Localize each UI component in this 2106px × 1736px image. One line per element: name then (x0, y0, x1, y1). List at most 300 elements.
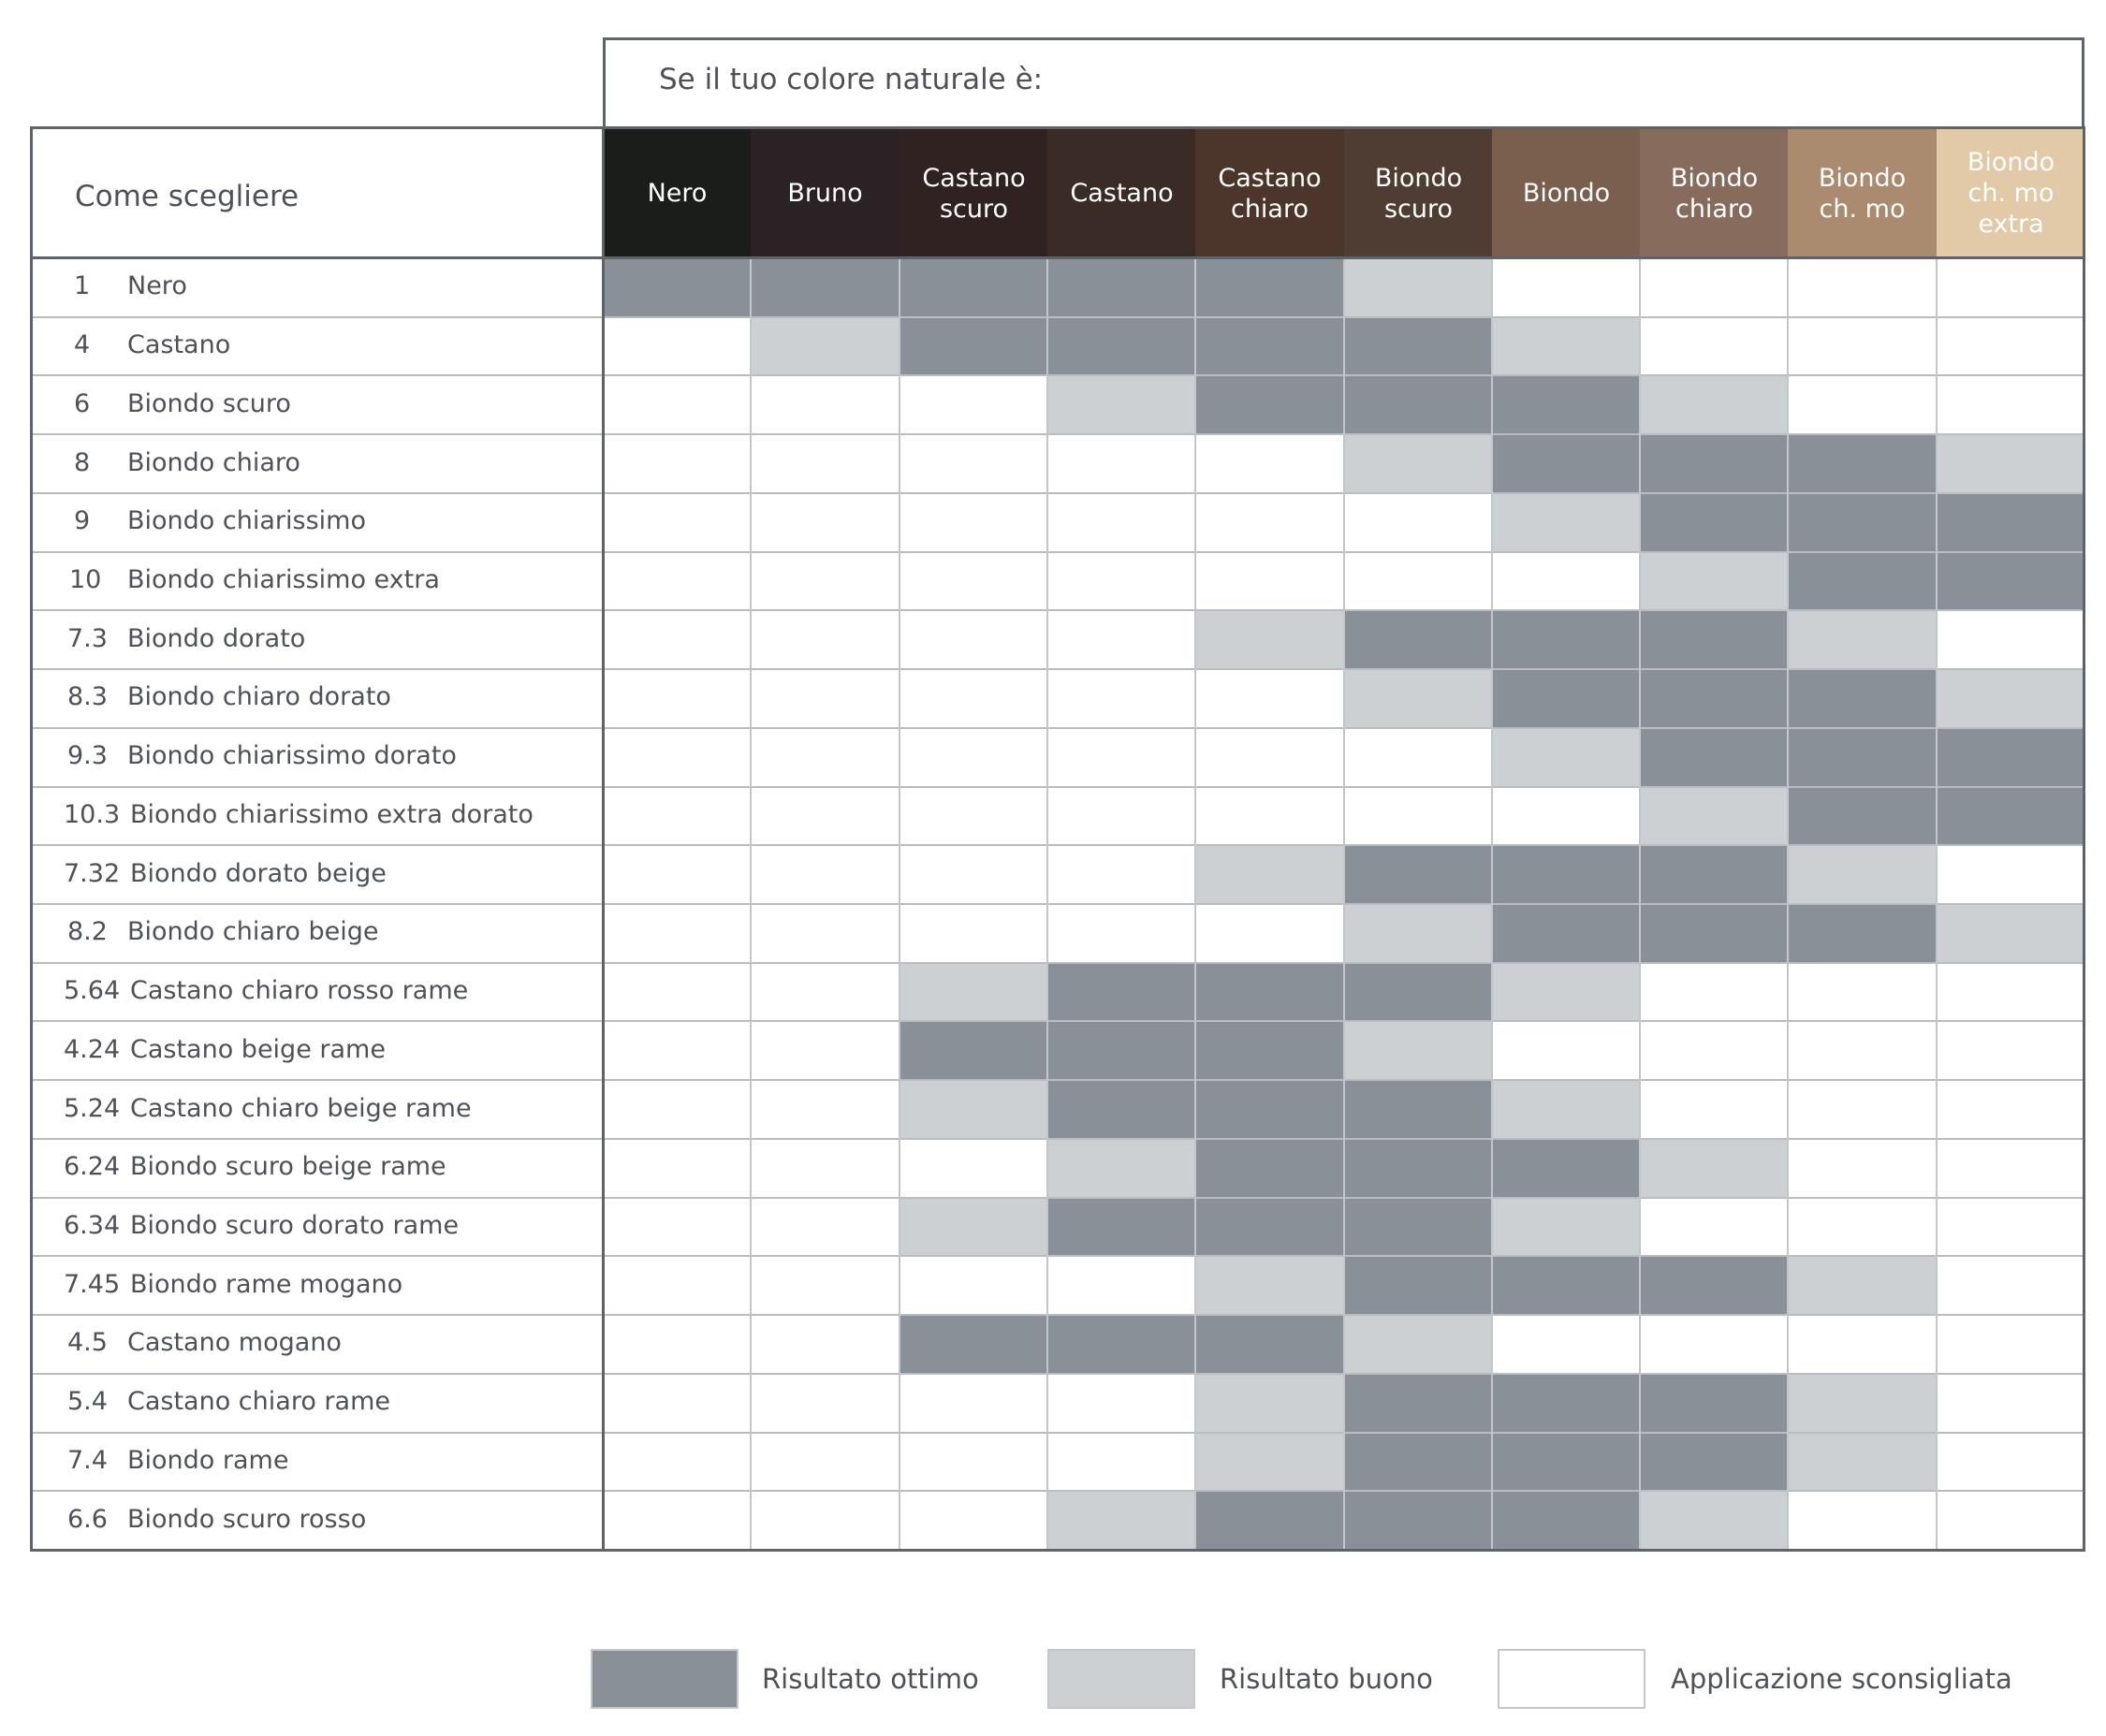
rating-cell (1492, 728, 1641, 788)
rating-cell (1640, 1021, 1789, 1081)
rating-cell (1937, 1080, 2085, 1140)
rating-cell (1344, 1491, 1493, 1551)
row-divider (30, 1255, 2084, 1257)
rating-cell (603, 434, 752, 494)
rating-cell (1047, 1374, 1196, 1434)
rating-cell (1640, 1198, 1789, 1258)
row-code: 4 (74, 330, 91, 359)
column-header: Bruno (751, 128, 899, 258)
rating-cell (899, 963, 1048, 1023)
row-divider (30, 316, 2084, 318)
rating-cell (1937, 1256, 2085, 1316)
rating-cell (1937, 1491, 2085, 1551)
rating-cell (1640, 493, 1789, 553)
rating-cell (1788, 1139, 1937, 1199)
rating-cell (1937, 434, 2085, 494)
rating-cell (1195, 610, 1344, 670)
rating-cell (603, 1080, 752, 1140)
rating-cell (751, 845, 899, 905)
rating-cell (751, 258, 899, 318)
rating-cell (751, 375, 899, 435)
column-divider (750, 258, 752, 1550)
rating-cell (1640, 317, 1789, 377)
rating-cell (1047, 552, 1196, 612)
rating-cell (603, 1198, 752, 1258)
row-name: Biondo scuro rosso (127, 1505, 367, 1534)
rating-cell (1640, 787, 1789, 847)
rating-cell (1195, 434, 1344, 494)
frame-right (2083, 126, 2085, 1552)
rating-cell (1937, 552, 2085, 612)
rating-cell (1047, 1198, 1196, 1258)
rating-cell (1788, 1491, 1937, 1551)
rating-cell (1937, 728, 2085, 788)
rating-cell (1195, 1433, 1344, 1493)
frame-label-divider (602, 126, 605, 1552)
column-divider (1194, 258, 1196, 1550)
rating-cell (1344, 434, 1493, 494)
rating-cell (751, 1315, 899, 1375)
rating-cell (1640, 1080, 1789, 1140)
rating-cell (751, 904, 899, 964)
rating-cell (1937, 1374, 2085, 1434)
rating-cell (1788, 963, 1937, 1023)
rating-cell (751, 610, 899, 670)
rating-cell (1047, 1080, 1196, 1140)
rating-cell (1640, 1433, 1789, 1493)
rating-cell (1937, 258, 2085, 318)
rating-cell (603, 317, 752, 377)
rating-cell (603, 904, 752, 964)
column-header: Nero (603, 128, 752, 258)
rating-cell (1640, 1256, 1789, 1316)
rating-cell (603, 1021, 752, 1081)
rating-cell (603, 1256, 752, 1316)
row-divider (30, 786, 2084, 788)
rating-cell (1937, 669, 2085, 729)
rating-cell (1788, 845, 1937, 905)
row-divider (30, 551, 2084, 553)
rating-cell (899, 493, 1048, 553)
rating-cell (603, 1315, 752, 1375)
column-header: Biondo scuro (1344, 128, 1493, 258)
rating-cell (1788, 1315, 1937, 1375)
rating-cell (1195, 1315, 1344, 1375)
row-name: Nero (127, 271, 187, 300)
row-name: Biondo dorato beige (130, 859, 387, 888)
row-code: 6.24 (64, 1152, 121, 1181)
row-name: Biondo scuro beige rame (130, 1152, 446, 1181)
rating-cell (899, 1256, 1048, 1316)
rating-cell (1937, 1139, 2085, 1199)
rating-cell (1492, 787, 1641, 847)
rating-cell (1640, 552, 1789, 612)
rating-cell (899, 845, 1048, 905)
rating-cell (1344, 258, 1493, 318)
row-header-label: Come scegliere (75, 180, 300, 213)
row-divider (30, 374, 2084, 376)
rating-cell (603, 845, 752, 905)
rating-cell (1047, 375, 1196, 435)
rating-cell (1195, 963, 1344, 1023)
rating-cell (1492, 1080, 1641, 1140)
row-name: Biondo chiaro (127, 448, 300, 477)
rating-cell (1640, 1315, 1789, 1375)
row-code: 5.64 (64, 976, 121, 1005)
frame-bottom (30, 1549, 2084, 1552)
row-divider (30, 1079, 2084, 1081)
rating-cell (1788, 1021, 1937, 1081)
rating-cell (1937, 963, 2085, 1023)
row-name: Biondo chiarissimo extra dorato (130, 800, 534, 829)
rating-cell (603, 1433, 752, 1493)
rating-cell (1492, 904, 1641, 964)
rating-cell (751, 1256, 899, 1316)
rating-cell (1492, 317, 1641, 377)
row-divider (30, 1020, 2084, 1022)
rating-cell (1047, 434, 1196, 494)
column-divider (1936, 258, 1938, 1550)
frame-top (30, 126, 2084, 129)
row-divider (30, 492, 2084, 494)
rating-cell (899, 1433, 1048, 1493)
rating-cell (1344, 1256, 1493, 1316)
row-code: 8 (74, 448, 91, 477)
rating-cell (1047, 963, 1196, 1023)
rating-cell (1640, 1491, 1789, 1551)
rating-cell (751, 1374, 899, 1434)
rating-cell (603, 610, 752, 670)
rating-cell (899, 1491, 1048, 1551)
rating-cell (899, 552, 1048, 612)
rating-cell (1344, 1080, 1493, 1140)
row-code: 7.32 (64, 859, 121, 888)
rating-cell (1788, 375, 1937, 435)
row-name: Castano beige rame (130, 1035, 386, 1064)
rating-cell (1788, 317, 1937, 377)
row-divider (30, 844, 2084, 846)
column-header: Biondo ch. mo (1788, 128, 1937, 258)
row-divider (30, 1490, 2084, 1492)
column-divider (1787, 258, 1789, 1550)
rating-cell (1788, 552, 1937, 612)
rating-cell (1788, 1433, 1937, 1493)
row-name: Biondo chiarissimo extra (127, 565, 440, 594)
rating-cell (899, 1080, 1048, 1140)
rating-cell (1047, 1433, 1196, 1493)
rating-cell (1047, 317, 1196, 377)
row-divider (30, 903, 2084, 905)
rating-cell (1047, 1315, 1196, 1375)
column-divider (1343, 258, 1345, 1550)
rating-cell (1195, 904, 1344, 964)
rating-cell (751, 434, 899, 494)
row-name: Biondo chiarissimo dorato (127, 741, 457, 770)
rating-cell (899, 375, 1048, 435)
rating-cell (751, 669, 899, 729)
rating-cell (603, 728, 752, 788)
row-code: 7.45 (64, 1270, 121, 1299)
rating-cell (1788, 904, 1937, 964)
rating-cell (1047, 669, 1196, 729)
rating-cell (1047, 845, 1196, 905)
rating-cell (1788, 1080, 1937, 1140)
rating-cell (1640, 669, 1789, 729)
row-code: 1 (74, 271, 91, 300)
rating-cell (1492, 1433, 1641, 1493)
rating-cell (1344, 1433, 1493, 1493)
frame-header-bottom (30, 256, 2084, 259)
row-divider (30, 962, 2084, 964)
rating-cell (1195, 728, 1344, 788)
rating-cell (1937, 1021, 2085, 1081)
legend-label: Applicazione sconsigliata (1671, 1663, 2012, 1695)
rating-cell (1195, 845, 1344, 905)
rating-cell (1492, 610, 1641, 670)
rating-cell (899, 317, 1048, 377)
rating-cell (1492, 963, 1641, 1023)
rating-cell (751, 1491, 899, 1551)
rating-cell (1195, 493, 1344, 553)
rating-cell (1344, 787, 1493, 847)
rating-cell (751, 552, 899, 612)
rating-cell (751, 1433, 899, 1493)
rating-cell (1492, 1491, 1641, 1551)
column-header: Biondo chiaro (1640, 128, 1789, 258)
row-divider (30, 609, 2084, 611)
rating-cell (1937, 493, 2085, 553)
rating-cell (899, 787, 1048, 847)
rating-cell (1937, 845, 2085, 905)
rating-cell (1640, 610, 1789, 670)
row-divider (30, 1197, 2084, 1199)
row-code: 8.3 (67, 682, 108, 711)
rating-cell (1937, 1315, 2085, 1375)
row-name: Biondo scuro dorato rame (130, 1211, 460, 1240)
rating-cell (1492, 258, 1641, 318)
column-divider (899, 258, 900, 1550)
rating-cell (1937, 1433, 2085, 1493)
rating-cell (1047, 728, 1196, 788)
rating-cell (751, 1021, 899, 1081)
row-divider (30, 1432, 2084, 1434)
rating-cell (1640, 375, 1789, 435)
rating-cell (1344, 904, 1493, 964)
rating-cell (1344, 728, 1493, 788)
rating-cell (1195, 1256, 1344, 1316)
row-name: Castano (127, 330, 231, 359)
rating-cell (899, 1198, 1048, 1258)
row-code: 10.3 (64, 800, 121, 829)
rating-cell (1788, 787, 1937, 847)
column-header: Castano (1047, 128, 1196, 258)
rating-cell (603, 1374, 752, 1434)
legend-label: Risultato ottimo (762, 1663, 979, 1695)
rating-cell (1195, 1021, 1344, 1081)
row-code: 6.34 (64, 1211, 121, 1240)
rating-cell (1047, 610, 1196, 670)
rating-cell (1344, 1374, 1493, 1434)
rating-cell (1640, 1139, 1789, 1199)
column-header: Biondo (1492, 128, 1641, 258)
rating-cell (1492, 1315, 1641, 1375)
rating-cell (1788, 669, 1937, 729)
row-code: 6.6 (67, 1505, 108, 1534)
rating-cell (1788, 610, 1937, 670)
rating-cell (1937, 317, 2085, 377)
rating-cell (1492, 1021, 1641, 1081)
rating-cell (1344, 375, 1493, 435)
row-code: 7.4 (67, 1446, 108, 1475)
rating-cell (1492, 1198, 1641, 1258)
rating-cell (1344, 610, 1493, 670)
rating-cell (1492, 845, 1641, 905)
row-divider (30, 727, 2084, 729)
row-name: Biondo rame mogano (130, 1270, 403, 1299)
rating-cell (1937, 904, 2085, 964)
rating-cell (899, 434, 1048, 494)
rating-cell (1344, 493, 1493, 553)
row-code: 8.2 (67, 917, 108, 946)
rating-cell (1195, 317, 1344, 377)
rating-cell (1047, 1491, 1196, 1551)
rating-cell (1344, 1021, 1493, 1081)
rating-cell (1047, 1139, 1196, 1199)
rating-cell (899, 258, 1048, 318)
rating-cell (899, 669, 1048, 729)
rating-cell (1047, 1256, 1196, 1316)
rating-cell (603, 1491, 752, 1551)
rating-cell (603, 963, 752, 1023)
rating-cell (1195, 669, 1344, 729)
rating-cell (899, 728, 1048, 788)
row-divider (30, 668, 2084, 670)
legend-swatch (1047, 1649, 1195, 1709)
column-header: Biondo ch. mo extra (1937, 128, 2085, 258)
column-header: Castano chiaro (1195, 128, 1344, 258)
rating-cell (1195, 552, 1344, 612)
rating-cell (899, 904, 1048, 964)
rating-cell (751, 787, 899, 847)
rating-cell (1195, 787, 1344, 847)
rating-cell (1344, 552, 1493, 612)
rating-cell (1492, 669, 1641, 729)
rating-cell (1640, 434, 1789, 494)
rating-cell (899, 610, 1048, 670)
rating-cell (1788, 258, 1937, 318)
rating-cell (751, 1198, 899, 1258)
row-name: Biondo dorato (127, 624, 306, 653)
chart-title: Se il tuo colore naturale è: (659, 63, 1044, 96)
rating-cell (1195, 1080, 1344, 1140)
rating-cell (1344, 1139, 1493, 1199)
row-divider (30, 433, 2084, 435)
rating-cell (899, 1021, 1048, 1081)
rating-cell (1195, 258, 1344, 318)
rating-cell (1937, 375, 2085, 435)
rating-cell (1047, 1021, 1196, 1081)
row-divider (30, 1314, 2084, 1316)
row-name: Biondo chiaro dorato (127, 682, 391, 711)
rating-cell (751, 963, 899, 1023)
rating-cell (751, 1139, 899, 1199)
rating-cell (1047, 493, 1196, 553)
row-name: Biondo chiaro beige (127, 917, 379, 946)
rating-cell (1492, 493, 1641, 553)
rating-cell (1344, 317, 1493, 377)
rating-cell (603, 258, 752, 318)
rating-cell (1788, 1198, 1937, 1258)
rating-cell (1937, 610, 2085, 670)
rating-cell (603, 552, 752, 612)
rating-cell (751, 317, 899, 377)
rating-cell (751, 1080, 899, 1140)
column-header: Castano scuro (899, 128, 1048, 258)
rating-cell (899, 1139, 1048, 1199)
rating-cell (1788, 1374, 1937, 1434)
rating-cell (1195, 1491, 1344, 1551)
rating-cell (1492, 375, 1641, 435)
row-code: 6 (74, 389, 91, 418)
row-code: 9 (74, 506, 91, 535)
row-name: Biondo scuro (127, 389, 291, 418)
rating-cell (1492, 552, 1641, 612)
rating-cell (1640, 258, 1789, 318)
rating-cell (1047, 787, 1196, 847)
rating-cell (751, 728, 899, 788)
rating-cell (1492, 434, 1641, 494)
rating-cell (1937, 787, 2085, 847)
rating-cell (1492, 1256, 1641, 1316)
rating-cell (1788, 728, 1937, 788)
rating-cell (1640, 963, 1789, 1023)
rating-cell (1788, 434, 1937, 494)
rating-cell (603, 787, 752, 847)
rating-cell (1195, 1139, 1344, 1199)
row-name: Biondo chiarissimo (127, 506, 366, 535)
rating-cell (899, 1374, 1048, 1434)
row-name: Biondo rame (127, 1446, 289, 1475)
legend-swatch (1498, 1649, 1645, 1709)
legend-swatch (591, 1649, 739, 1709)
row-name: Castano mogano (127, 1328, 342, 1357)
rating-cell (1492, 1374, 1641, 1434)
row-divider (30, 1373, 2084, 1375)
row-code: 5.4 (67, 1387, 108, 1416)
row-name: Castano chiaro beige rame (130, 1094, 472, 1123)
rating-cell (1492, 1139, 1641, 1199)
row-divider (30, 1138, 2084, 1140)
rating-cell (1344, 1315, 1493, 1375)
row-code: 4.5 (67, 1328, 108, 1357)
rating-cell (1640, 845, 1789, 905)
rating-cell (1195, 375, 1344, 435)
row-name: Castano chiaro rosso rame (130, 976, 469, 1005)
rating-cell (1937, 1198, 2085, 1258)
row-code: 4.24 (64, 1035, 121, 1064)
rating-cell (1195, 1374, 1344, 1434)
rating-cell (603, 669, 752, 729)
rating-cell (1047, 258, 1196, 318)
rating-cell (899, 1315, 1048, 1375)
rating-cell (1788, 1256, 1937, 1316)
rating-cell (1640, 728, 1789, 788)
rating-cell (1640, 904, 1789, 964)
rating-cell (1344, 1198, 1493, 1258)
rating-cell (1344, 963, 1493, 1023)
row-code: 7.3 (67, 624, 108, 653)
legend-label: Risultato buono (1220, 1663, 1433, 1695)
